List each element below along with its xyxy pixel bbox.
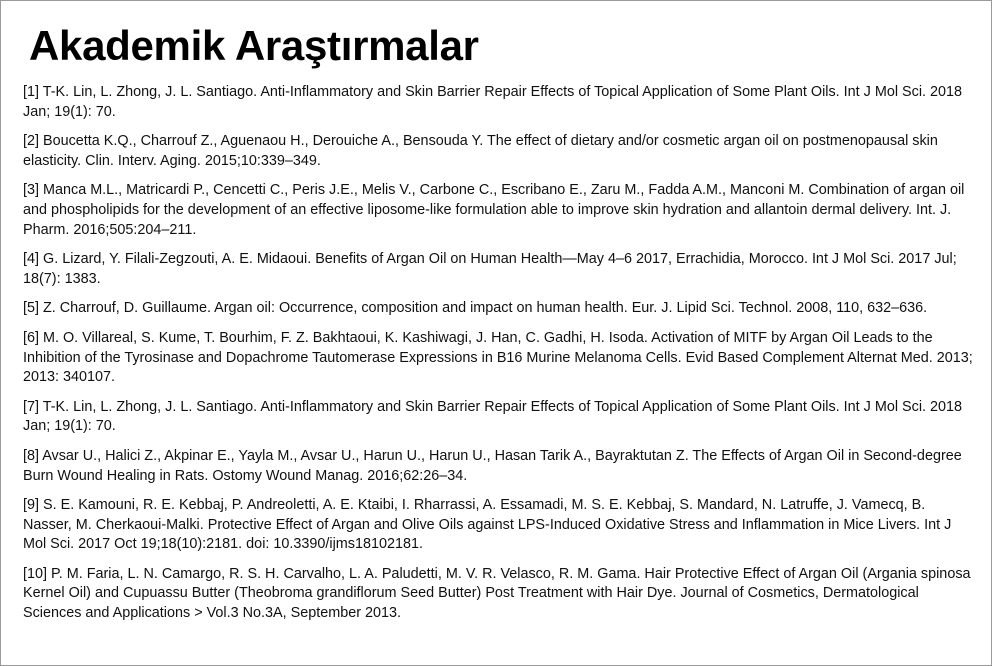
reference-item: [2] Boucetta K.Q., Charrouf Z., Aguenaou H., Derouiche A., Bensouda Y. The effect of dietary and/or cosmetic argan oil on postmenopausal skin elasticity. Clin. Interv. Aging. 2015;10:339–349. xyxy=(23,133,938,169)
reference-item: [8] Avsar U., Halici Z., Akpinar E., Yayla M., Avsar U., Harun U., Harun U., Hasan Tarik A., Bayraktutan Z. The Effects of Argan Oil in Second-degree Burn Wound Healing in Rats. Ostomy Wound Manag. 2016;62:26–34. xyxy=(23,447,962,484)
reference-item: [10] P. M. Faria, L. N. Camargo, R. S. H. Carvalho, L. A. Paludetti, M. V. R. Velasco, R. M. Gama. Hair Protective Effect of Argan Oil (Argania spinosa Kernel Oil) and Cupuassu Butter (Theobroma grandiflorum Seed Butter) Post Treatment with Hair Dye. Journal of Cosmetics, Dermatological Sciences and Applications > Vol.3 No.3A, September 2013. xyxy=(23,565,971,622)
reference-list xyxy=(23,83,973,634)
reference-item: [9] S. E. Kamouni, R. E. Kebbaj, P. Andreoletti, A. E. Ktaibi, I. Rharrassi, A. Essamadi, M. S. E. Kebbaj, S. Mandard, N. Latruffe, J. Vamecq, B. Nasser, M. Cherkaoui-Malki. Protective Effect of Argan and Olive Oils against LPS-Induced Oxidative Stress and Inflammation in Mice Livers. Int J Mol Sci. 2017 Oct 19;18(10):2181. doi: 10.3390/ijms18102181. xyxy=(23,497,952,553)
reference-item: [4] G. Lizard, Y. Filali-Zegzouti, A. E. Midaoui. Benefits of Argan Oil on Human Health—May 4–6 2017, Errachidia, Morocco. Int J Mol Sci. 2017 Jul; 18(7): 1383. xyxy=(23,251,957,287)
page-title: Akademik Araştırmalar xyxy=(29,22,479,69)
reference-item: [1] T-K. Lin, L. Zhong, J. L. Santiago. Anti-Inflammatory and Skin Barrier Repair Effects of Topical Application of Some Plant Oils. Int J Mol Sci. 2018 Jan; 19(1): 70. xyxy=(23,84,963,120)
reference-item: [7] T-K. Lin, L. Zhong, J. L. Santiago. Anti-Inflammatory and Skin Barrier Repair Effects of Topical Application of Some Plant Oils. Int J Mol Sci. 2018 Jan; 19(1): 70. xyxy=(23,398,963,435)
reference-item: [6] M. O. Villareal, S. Kume, T. Bourhim, F. Z. Bakhtaoui, K. Kashiwagi, J. Han, C. Gadhi, H. Isoda. Activation of MITF by Argan Oil Leads to the Inhibition of the Tyrosinase and Dopachrome Tautomerase Expressions in B16 Murine Melanoma Cells. Evid Based Complement Alternat Med. 2013; 2013: 340107. xyxy=(23,329,973,386)
reference-item: [3] Manca M.L., Matricardi P., Cencetti C., Peris J.E., Melis V., Carbone C., Escribano E., Zaru M., Fadda A.M., Manconi M. Combination of argan oil and phospholipids for the development of an effective liposome-like formulation able to improve skin hydration and allantoin dermal delivery. Int. J. Pharm. 2016;505:204–211. xyxy=(23,182,965,238)
reference-item: [5] Z. Charrouf, D. Guillaume. Argan oil: Occurrence, composition and impact on human health. Eur. J. Lipid Sci. Technol. 2008, 110, 632–636. xyxy=(23,300,928,317)
